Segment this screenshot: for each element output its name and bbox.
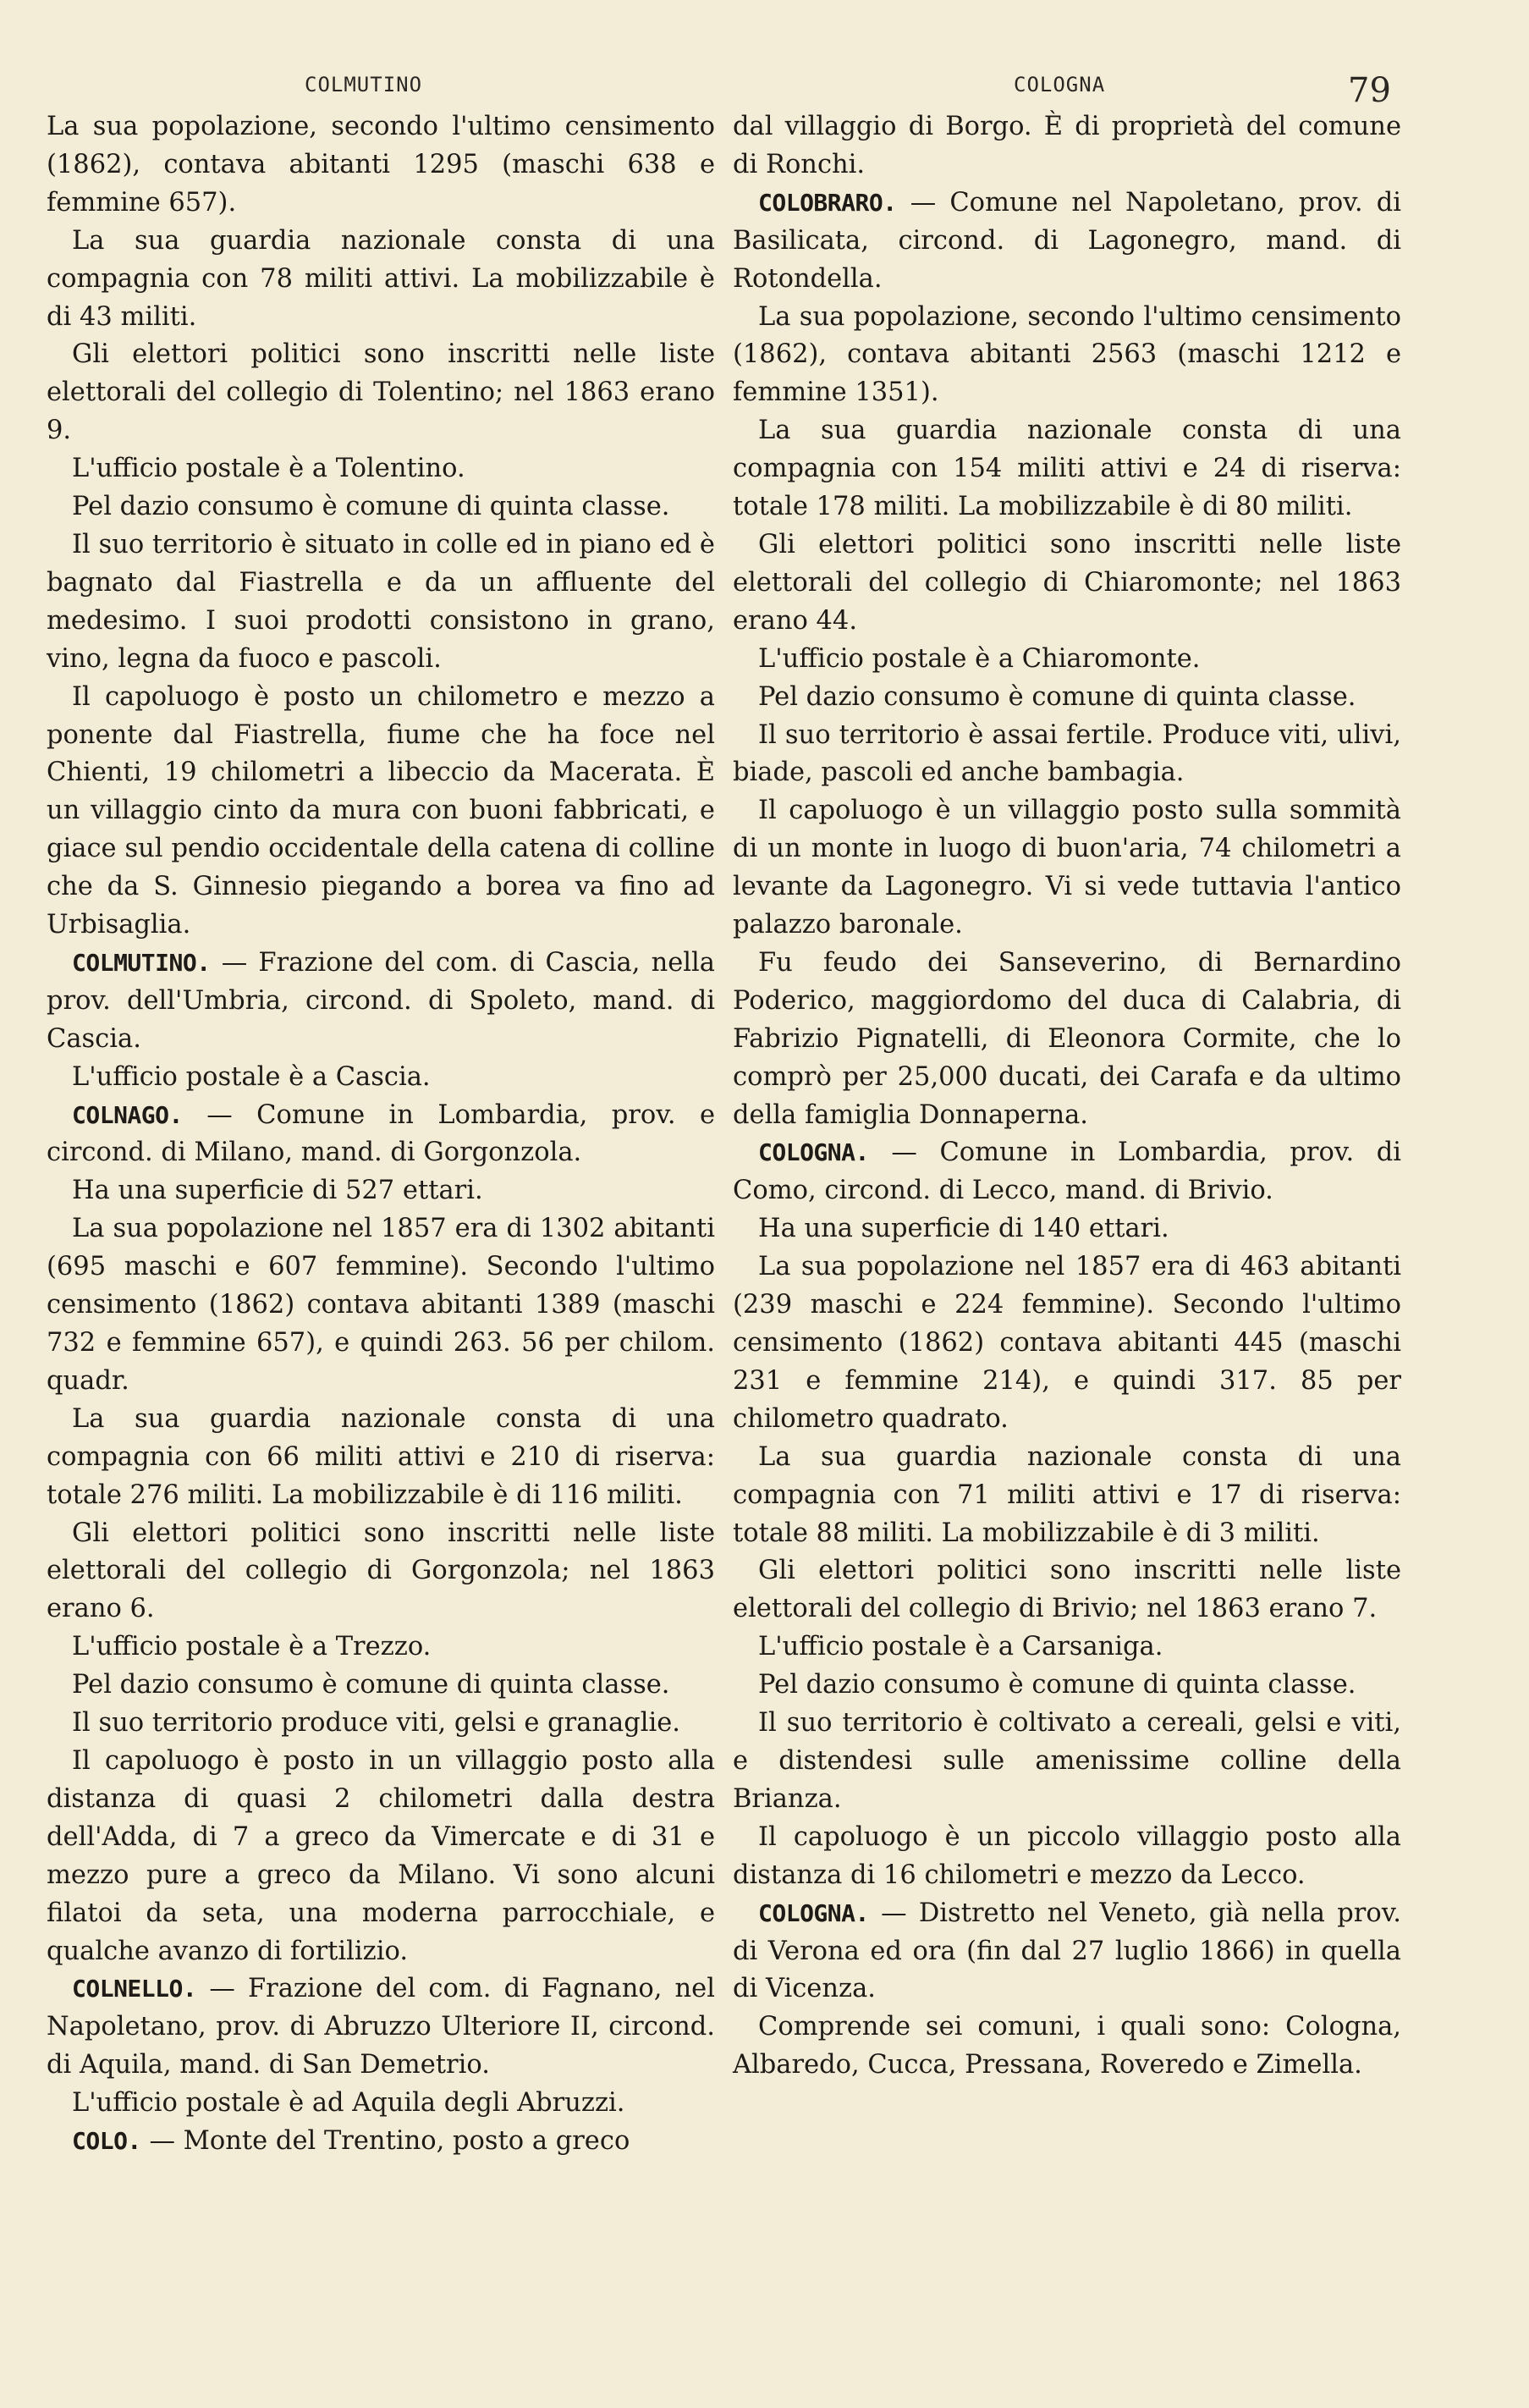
text-paragraph (733, 2009, 1401, 2085)
paragraph-text: — Frazione del com. di Fagnano, nel Napoletano, prov. di Abruzzo Ulteriore II, circond. di Aquila, mand. di San Demetrio. (47, 1974, 715, 2080)
paragraph-text: L'ufficio postale è a Chiaromonte. (758, 643, 1201, 674)
paragraph-text: Pel dazio consumo è comune di quinta classe. (758, 681, 1356, 712)
paragraph-text: La sua popolazione, secondo l'ultimo censimento (1862), contava abitanti 1295 (maschi 638 e femmine 657). (47, 112, 715, 218)
text-paragraph (47, 1743, 715, 1970)
text-paragraph (733, 1819, 1401, 1895)
paragraph-text: Ha una superficie di 527 ettari. (72, 1176, 483, 1206)
running-head-left: COLMUTINO (305, 73, 423, 96)
entry-paragraph (47, 2123, 715, 2161)
entry-paragraph (47, 945, 715, 1059)
text-paragraph (733, 1628, 1401, 1667)
paragraph-text: La sua popolazione, secondo l'ultimo censimento (1862), contava abitanti 2563 (maschi 1212 e femmine 1351). (733, 301, 1401, 408)
text-paragraph (47, 1172, 715, 1210)
text-paragraph (47, 488, 715, 526)
left-column (47, 108, 715, 2161)
text-paragraph (47, 1628, 715, 1667)
paragraph-text: — Monte del Trentino, posto a greco (140, 2126, 630, 2157)
text-paragraph (47, 1515, 715, 1629)
paragraph-text: Pel dazio consumo è comune di quinta classe. (72, 1670, 670, 1700)
paragraph-text: L'ufficio postale è ad Aquila degli Abruzzi. (72, 2088, 625, 2119)
paragraph-text: Il suo territorio è coltivato a cereali, gelsi e viti, e distendesi sulle amenissime colline della Brianza. (733, 1708, 1401, 1814)
text-paragraph (47, 223, 715, 337)
paragraph-text: La sua guardia nazionale consta di una compagnia con 78 militi attivi. La mobilizzabile è di 43 militi. (47, 225, 715, 332)
paragraph-text: L'ufficio postale è a Carsaniga. (758, 1632, 1163, 1662)
text-paragraph (47, 336, 715, 450)
text-paragraph (47, 450, 715, 488)
paragraph-text: — Comune in Lombardia, prov. di Como, circond. di Lecco, mand. di Brivio. (733, 1138, 1401, 1206)
paragraph-text: — Comune nel Napoletano, prov. di Basilicata, circond. di Lagonegro, mand. di Rotondella. (733, 187, 1401, 294)
text-paragraph (733, 641, 1401, 679)
entry-headword: COLNAGO. (72, 1100, 183, 1129)
paragraph-text: La sua guardia nazionale consta di una compagnia con 154 militi attivi e 24 di riserva: totale 178 militi. La mobilizzabile è di 80 militi. (733, 416, 1401, 522)
paragraph-text: Il capoluogo è un piccolo villaggio posto alla distanza di 16 chilometri e mezzo da Lecco. (733, 1821, 1401, 1890)
entry-headword: COLO. (72, 2127, 141, 2156)
entry-paragraph (733, 185, 1401, 299)
paragraph-text: Il capoluogo è un villaggio posto sulla sommità di un monte in luogo di buon'aria, 74 chilometri a levante da Lagonegro. Vi si vede tuttavia l'antico palazzo baronale. (733, 796, 1401, 940)
paragraph-text: Pel dazio consumo è comune di quinta classe. (758, 1670, 1356, 1700)
paragraph-text: Comprende sei comuni, i quali sono: Cologna, Albaredo, Cucca, Pressana, Roveredo e Zimella. (733, 2012, 1401, 2080)
text-paragraph (47, 1705, 715, 1743)
paragraph-text: Gli elettori politici sono inscritti nelle liste elettorali del collegio di Gorgonzola; nel 1863 erano 6. (47, 1518, 715, 1624)
right-column (733, 108, 1401, 2085)
paragraph-text: Gli elettori politici sono inscritti nelle liste elettorali del collegio di Tolentino; nel 1863 erano 9. (47, 339, 715, 446)
page-number: 79 (1348, 71, 1391, 110)
text-paragraph (47, 1667, 715, 1705)
text-paragraph (47, 1210, 715, 1401)
paragraph-text: La sua guardia nazionale consta di una compagnia con 71 militi attivi e 17 di riserva: totale 88 militi. La mobilizzabile è di 3 militi. (733, 1441, 1401, 1548)
paragraph-text: L'ufficio postale è a Trezzo. (72, 1632, 432, 1662)
paragraph-text: — Distretto nel Veneto, già nella prov. di Verona ed ora (fin dal 27 luglio 1866) in quella di Vicenza. (733, 1898, 1401, 2004)
entry-paragraph (733, 1895, 1401, 2009)
paragraph-text: La sua popolazione nel 1857 era di 1302 abitanti (695 maschi e 607 femmine). Secondo l'ultimo censimento (1862) contava abitanti 1389 (maschi 732 e femmine 657), e quindi 263. 56 per chilom. quadr. (47, 1214, 715, 1396)
paragraph-text: — Frazione del com. di Cascia, nella prov. dell'Umbria, circond. di Spoleto, mand. di Cascia. (47, 947, 715, 1054)
text-paragraph (733, 717, 1401, 793)
entry-paragraph (47, 1097, 715, 1173)
text-paragraph (47, 526, 715, 679)
entry-headword: COLOGNA. (758, 1138, 869, 1167)
entry-headword: COLMUTINO. (72, 948, 211, 977)
running-head-right: COLOGNA (1014, 73, 1106, 96)
text-paragraph (733, 1552, 1401, 1628)
paragraph-text: La sua popolazione nel 1857 era di 463 abitanti (239 maschi e 224 femmine). Secondo l'ultimo censimento (1862) contava abitanti 445 (maschi 231 e femmine 214), e quindi 317. 85 per chilometro quadrato. (733, 1252, 1401, 1434)
paragraph-text: Gli elettori politici sono inscritti nelle liste elettorali del collegio di Brivio; nel 1863 erano 7. (733, 1556, 1401, 1624)
text-paragraph (47, 1059, 715, 1097)
entry-paragraph (47, 1970, 715, 2085)
paragraph-text: Pel dazio consumo è comune di quinta classe. (72, 492, 670, 522)
text-paragraph (733, 1705, 1401, 1819)
entry-headword: COLOBRARO. (758, 188, 897, 217)
text-paragraph (733, 526, 1401, 641)
paragraph-text: L'ufficio postale è a Cascia. (72, 1061, 431, 1092)
entry-headword: COLNELLO. (72, 1975, 197, 2003)
text-paragraph (733, 1667, 1401, 1705)
text-paragraph (733, 792, 1401, 945)
paragraph-text: Fu feudo dei Sanseverino, di Bernardino Poderico, maggiordomo del duca di Calabria, di Fabrizio Pignatelli, di Eleonora Cormite, che lo comprò per 25,000 ducati, dei Carafa e da ultimo della famiglia Donnaperna. (733, 947, 1401, 1130)
paragraph-text: Il capoluogo è posto un chilometro e mezzo a ponente dal Fiastrella, fiume che ha foce nel Chienti, 19 chilometri a libeccio da Macerata. È un villaggio cinto da mura con buoni fabbricati, e giace sul pendio occidentale della catena di colline che da S. Ginnesio piegando a borea va fino ad Urbisaglia. (47, 681, 715, 940)
text-paragraph (733, 679, 1401, 717)
paragraph-text: Il capoluogo è posto in un villaggio posto alla distanza di quasi 2 chilometri dalla destra dell'Adda, di 7 a greco da Vimercate e di 31 e mezzo pure a greco da Milano. Vi sono alcuni filatoi da seta, una moderna parrocchiale, e qualche avanzo di fortilizio. (47, 1745, 715, 1966)
text-paragraph (47, 1401, 715, 1515)
paragraph-text: Gli elettori politici sono inscritti nelle liste elettorali del collegio di Chiaromonte; nel 1863 erano 44. (733, 529, 1401, 636)
text-paragraph (733, 299, 1401, 413)
text-paragraph (47, 679, 715, 945)
paragraph-text: L'ufficio postale è a Tolentino. (72, 454, 465, 484)
entry-headword: COLOGNA. (758, 1898, 869, 1927)
text-paragraph (47, 108, 715, 223)
text-paragraph (47, 2085, 715, 2123)
text-paragraph (733, 1248, 1401, 1439)
text-paragraph (733, 1210, 1401, 1248)
paragraph-text: dal villaggio di Borgo. È di proprietà del comune di Ronchi. (733, 112, 1401, 179)
paragraph-text: Ha una superficie di 140 ettari. (758, 1214, 1169, 1244)
paragraph-text: Il suo territorio è situato in colle ed in piano ed è bagnato dal Fiastrella e da un affluente del medesimo. I suoi prodotti consistono in grano, vino, legna da fuoco e pascoli. (47, 529, 715, 674)
text-paragraph (733, 412, 1401, 526)
text-paragraph (733, 945, 1401, 1135)
paragraph-text: Il suo territorio è assai fertile. Produce viti, ulivi, biade, pascoli ed anche bambagia. (733, 719, 1401, 788)
text-paragraph (733, 1439, 1401, 1553)
paragraph-text: Il suo territorio produce viti, gelsi e granaglie. (72, 1708, 680, 1738)
paragraph-text: — Comune in Lombardia, prov. e circond. di Milano, mand. di Gorgonzola. (47, 1099, 715, 1168)
text-paragraph (733, 108, 1401, 185)
entry-paragraph (733, 1134, 1401, 1210)
paragraph-text: La sua guardia nazionale consta di una compagnia con 66 militi attivi e 210 di riserva: totale 276 militi. La mobilizzabile è di 116 militi. (47, 1403, 715, 1510)
